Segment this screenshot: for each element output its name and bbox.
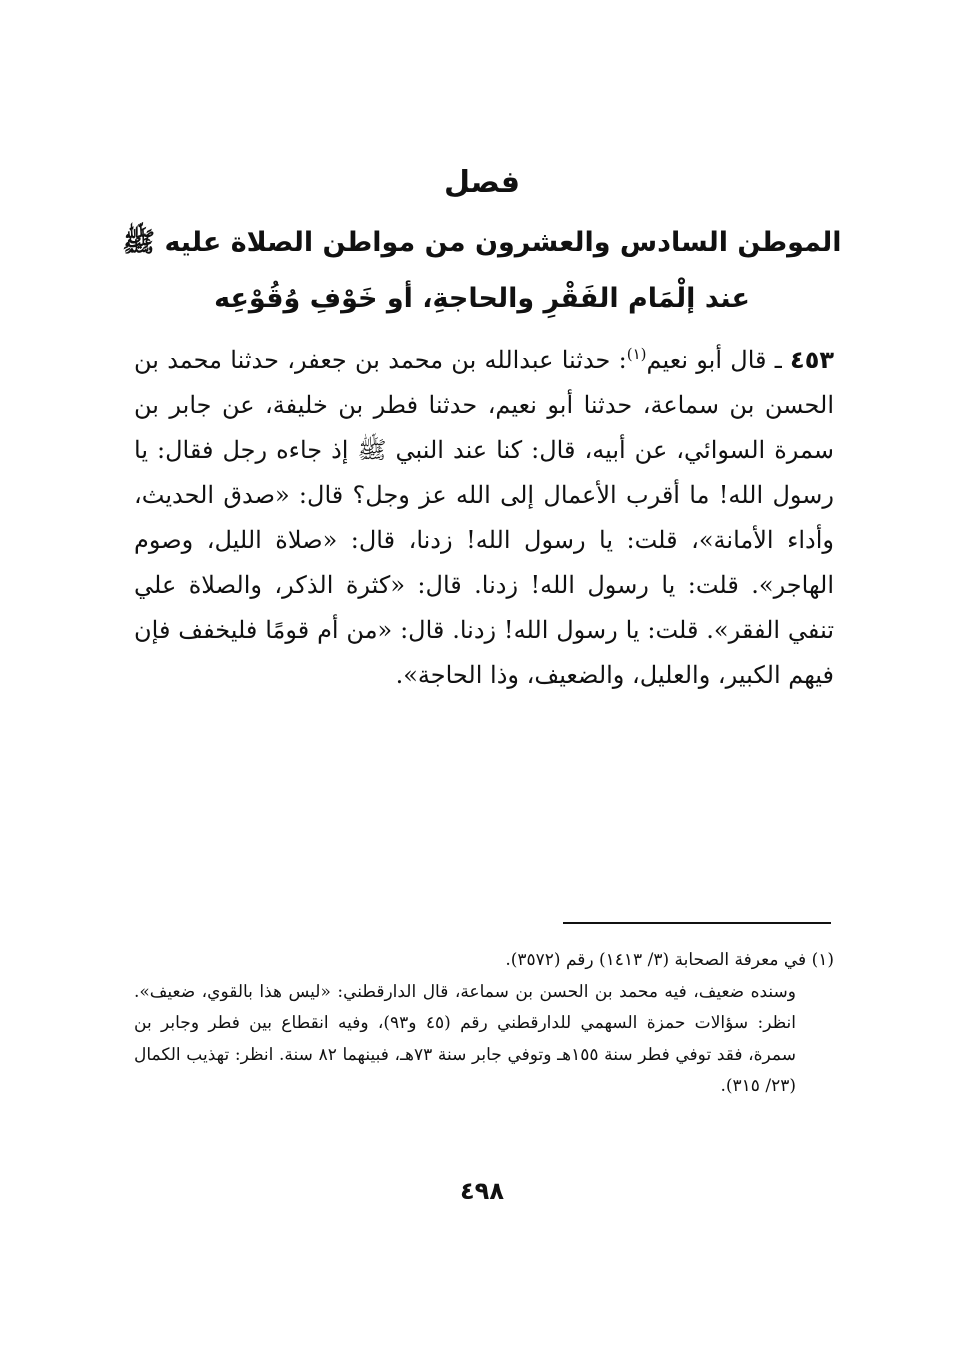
footnotes (134, 945, 834, 1103)
chapter-title-line-1: الموطن السادس والعشرون من مواطن الصلاة عليه ﷺ (122, 227, 842, 258)
footnote-reference[interactable]: (١) (626, 345, 647, 363)
hadith-number: ٤٥٣ (790, 346, 834, 374)
chapter-title-line-2: عند إلْمَام الفَقْرِ والحاجةِ، أو خَوْفِ وُقُوْعِه (214, 283, 750, 314)
hadith-text: : حدثنا عبدالله بن محمد بن جعفر، حدثنا محمد بن الحسن بن سماعة، حدثنا أبو نعيم، حدثنا فطر بن خليفة، عن جابر بن سمرة السوائي، عن أبيه، قال: كنا عند النبي ﷺ إذ جاءه رجل فقال: يا رسول الله! ما أقرب الأعمال إلى الله عز وجل؟ قال: «صدق الحديث، وأداء الأمانة»، قلت: يا رسول الله! زدنا، قال: «صلاة الليل، وصوم الهاجر». قلت: يا رسول الله! زدنا. قال: «كثرة الذكر، والصلاة علي تنفي الفقر». قلت: يا رسول الله! زدنا. قال: «من أم قومًا فليخفف فإن فيهم الكبير، والعليل، والضعيف، وذا الحاجة». (134, 346, 835, 689)
footnote-divider (563, 922, 831, 924)
footnote-1: (١) في معرفة الصحابة (٣/ ١٤١٣) رقم (٣٥٧٢). (505, 950, 834, 970)
hadith-intro: ـ قال أبو نعيم (646, 346, 791, 374)
section-heading: فصل (444, 165, 520, 200)
hadith-paragraph (134, 338, 834, 698)
footnote-1-commentary: وسنده ضعيف، فيه محمد بن الحسن بن سماعة، قال الدارقطني: «ليس هذا بالقوي، ضعيف». انظر: سؤالات حمزة السهمي للدارقطني رقم (٤٥ و٩٣)، وفيه انقطاع بين فطر وجابر بن سمرة، فقد توفي فطر سنة ١٥٥هـ وتوفي جابر سنة ٧٣هـ، فبينهما ٨٢ سنة. انظر: تهذيب الكمال (٢٣/ ٣١٥). (134, 981, 796, 1096)
page-number: ٤٩٨ (460, 1177, 504, 1205)
